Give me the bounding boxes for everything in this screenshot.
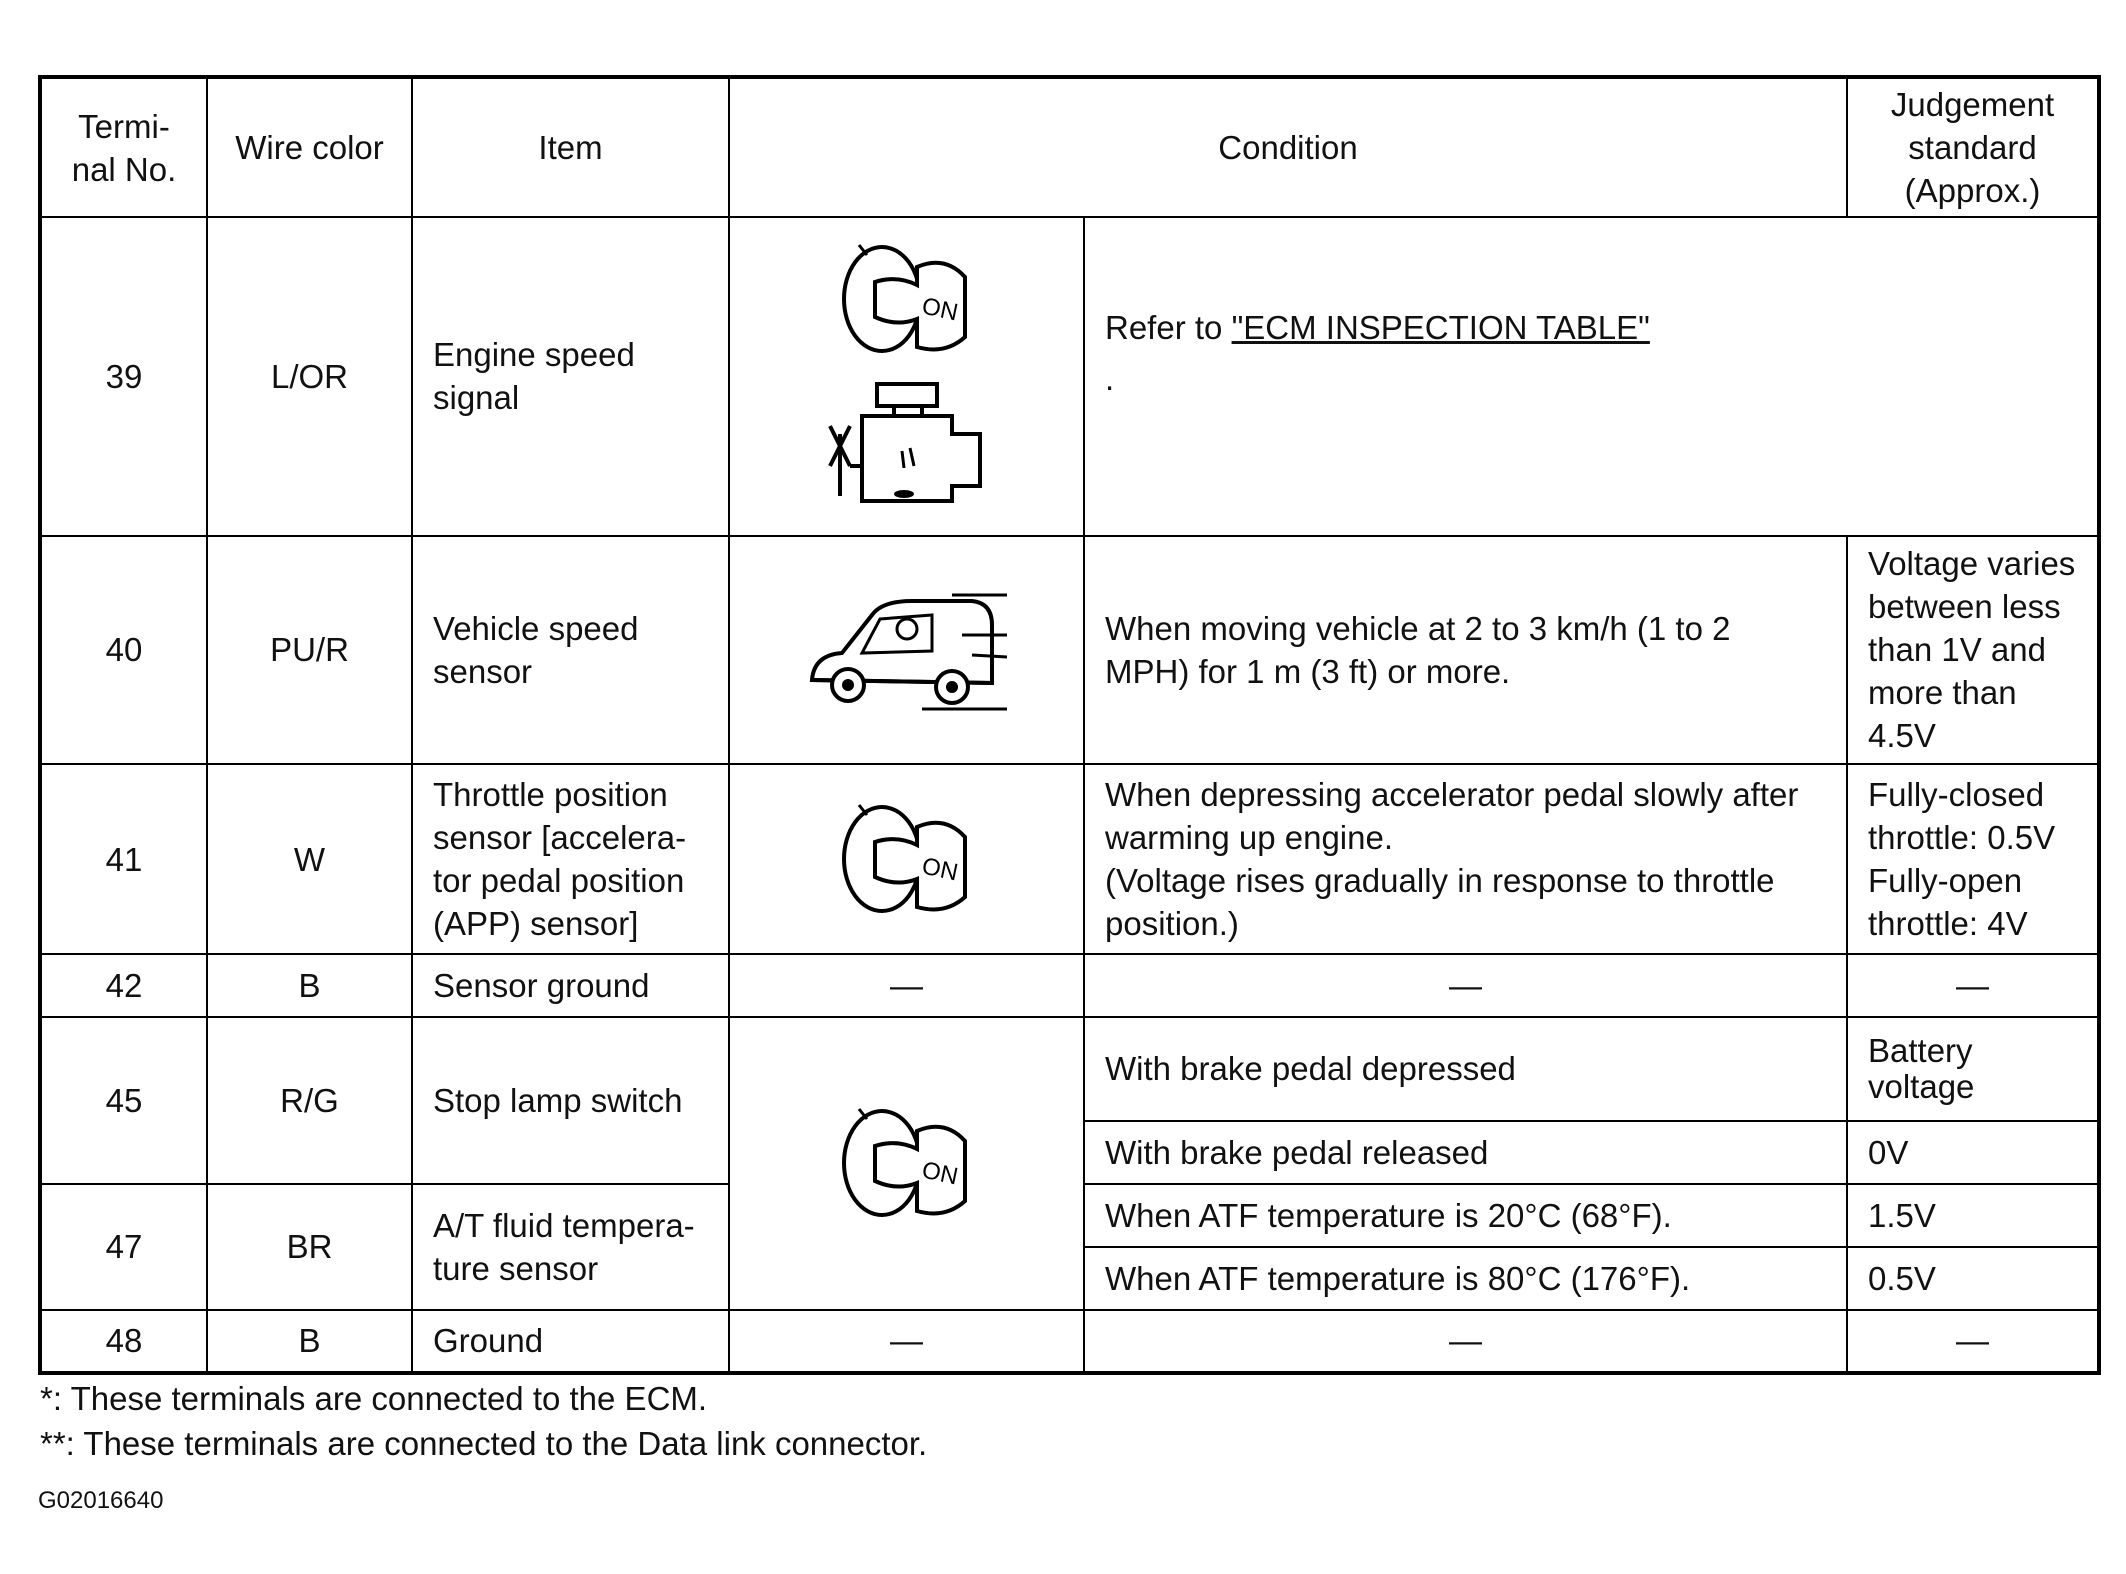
terminal-number: 41 [40,764,207,954]
judgement-text: Voltage varies between less than 1V and more than 4.5V [1847,536,2099,764]
svg-text:ON: ON [918,1156,960,1191]
item-name: Vehicle speed sensor [412,536,729,764]
judgement-text: 0V [1847,1121,2099,1184]
header-wire-color: Wire color [207,77,412,217]
ecm-inspection-table-link[interactable]: "ECM INSPECTION TABLE" [1231,309,1650,346]
condition-text: With brake pedal depressed [1084,1017,1847,1120]
condition-icons [729,217,1084,536]
header-judgement: Judgement standard (Approx.) [1847,77,2099,217]
condition-prefix: Refer to [1105,309,1232,346]
item-name: Throttle position sensor [accelera- tor pedal position (APP) sensor] [412,764,729,954]
table-row [40,536,2099,764]
item-name: Sensor ground [412,954,729,1017]
icon-dash: — [729,954,1084,1017]
terminal-number: 42 [40,954,207,1017]
condition-text: With brake pedal released [1084,1121,1847,1184]
item-name: Stop lamp switch [412,1017,729,1183]
ignition-key-on-icon [837,237,977,362]
table-row [40,1310,2099,1373]
svg-text:ON: ON [918,852,960,887]
terminal-number: 47 [40,1184,207,1310]
icon-dash: — [729,1310,1084,1373]
table-row [40,1017,2099,1120]
wire-color: W [207,764,412,954]
condition-icons [729,536,1084,764]
engine-running-icon [822,376,992,516]
ignition-key-on-icon [837,1101,977,1226]
judgement-text: — [1847,954,2099,1017]
header-condition: Condition [729,77,1847,217]
condition-text: When moving vehicle at 2 to 3 km/h (1 to 2 MPH) for 1 m (3 ft) or more. [1084,536,1847,764]
wire-color: B [207,1310,412,1373]
judgement-text: — [1847,1310,2099,1373]
header-row [40,77,2099,217]
condition-text: When ATF temperature is 80°C (176°F). [1084,1247,1847,1310]
terminal-number: 39 [40,217,207,536]
condition-text [1084,217,2099,536]
item-name: A/T fluid tempera- ture sensor [412,1184,729,1310]
wire-color: BR [207,1184,412,1310]
svg-text:ON: ON [918,292,960,327]
header-terminal: Termi- nal No. [40,77,207,217]
table-row [40,954,2099,1017]
condition-text: When ATF temperature is 20°C (68°F). [1084,1184,1847,1247]
table-row [40,764,2099,954]
image-id: G02016640 [38,1487,164,1514]
footnote-data-link: **: These terminals are connected to the Data link connector. [40,1425,928,1462]
vehicle-moving-icon [802,585,1012,715]
wire-color: B [207,954,412,1017]
terminal-spec-table [38,75,2101,1375]
condition-text: When depressing accelerator pedal slowly after warming up engine. (Voltage rises gradually in response to throttle position.) [1084,764,1847,954]
wire-color: R/G [207,1017,412,1183]
judgement-text: Battery voltage [1847,1017,2099,1120]
wire-color: L/OR [207,217,412,536]
wire-color: PU/R [207,536,412,764]
condition-icons [729,1017,1084,1309]
condition-suffix: . [1105,360,1115,397]
condition-text: — [1084,954,1847,1017]
terminal-number: 45 [40,1017,207,1183]
item-name: Engine speed signal [412,217,729,536]
footnote-ecm: *: These terminals are connected to the ECM. [40,1380,708,1417]
header-item: Item [412,77,729,217]
item-name: Ground [412,1310,729,1373]
table-row [40,217,2099,536]
judgement-text: 1.5V [1847,1184,2099,1247]
judgement-text: Fully-closed throttle: 0.5V Fully-open throttle: 4V [1847,764,2099,954]
ignition-key-on-icon [837,797,977,922]
condition-text: — [1084,1310,1847,1373]
condition-icons [729,764,1084,954]
judgement-text: 0.5V [1847,1247,2099,1310]
terminal-number: 48 [40,1310,207,1373]
terminal-number: 40 [40,536,207,764]
